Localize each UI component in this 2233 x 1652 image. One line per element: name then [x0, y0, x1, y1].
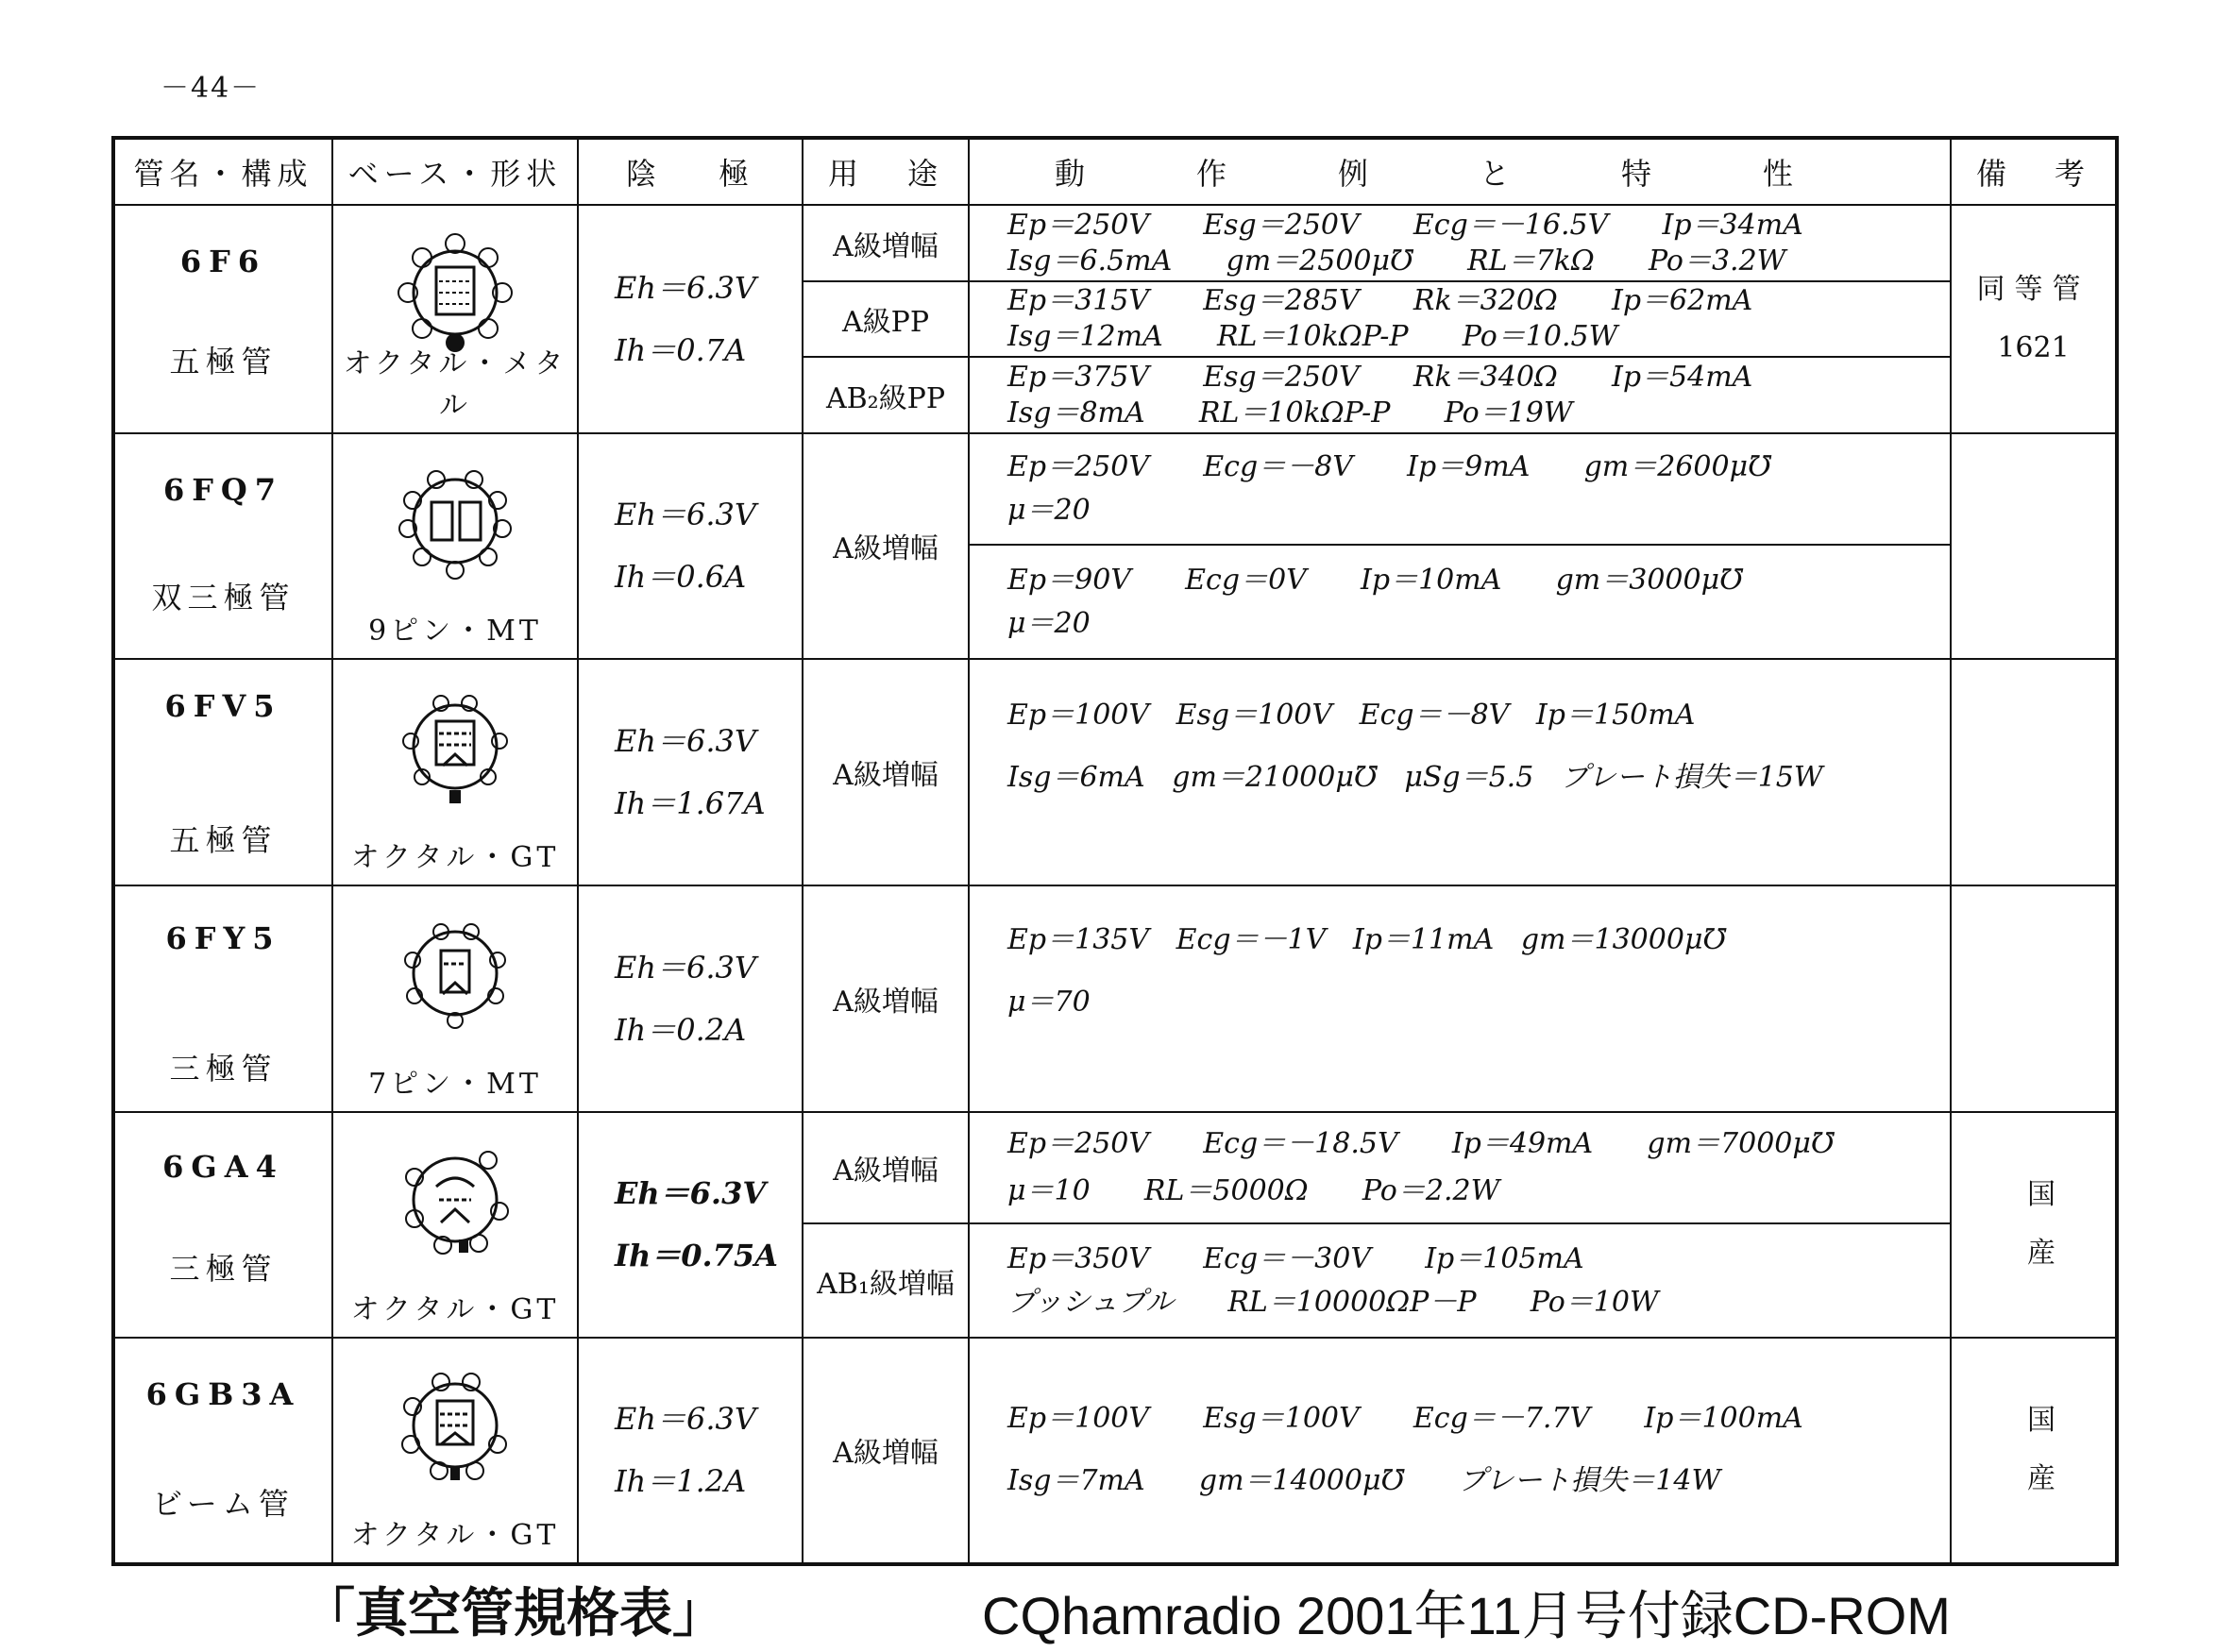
note-text: 1621 — [1997, 331, 2070, 365]
footer-source: CQhamradio 2001年11月号付録CD-ROM — [982, 1586, 1951, 1645]
heater-voltage: Eh＝6.3V — [615, 1401, 756, 1438]
base-cell — [332, 1112, 578, 1337]
base-cell — [332, 1338, 578, 1564]
performance-line: Isg＝7mA gm＝14000μ℧ プレート損失＝14W — [1007, 1464, 1721, 1498]
nine-pin-mt-pinout-diagram — [384, 453, 526, 595]
heater-current: Ih＝0.2A — [615, 1012, 747, 1049]
cathode-cell — [578, 1112, 803, 1337]
notes-cell — [1951, 885, 2117, 1112]
performance-cell — [969, 357, 1951, 433]
base-label: オクタル・GT — [350, 1519, 560, 1552]
base-cell — [332, 205, 578, 433]
performance-line: μ＝20 — [1007, 494, 1091, 528]
tube-name: 6GA4 — [162, 1149, 284, 1186]
note-text: 同等管 — [1976, 273, 2090, 307]
heater-voltage: Eh＝6.3V — [615, 270, 756, 307]
use-cell: A級増幅 — [803, 205, 969, 281]
performance-line: Isg＝8mA RL＝10kΩP-P Po＝19W — [1007, 396, 1573, 430]
performance-cell — [969, 545, 1951, 658]
table-row — [113, 1338, 2117, 1564]
performance-line: Isg＝12mA RL＝10kΩP-P Po＝10.5W — [1007, 320, 1618, 354]
performance-line: Ep＝315V Esg＝285V Rk＝320Ω Ip＝62mA — [1007, 284, 1753, 318]
tube-name: 6GB3A — [145, 1375, 301, 1412]
use-cell: A級増幅 — [803, 885, 969, 1112]
header-base: ベース・形状 — [332, 138, 578, 205]
cathode-cell — [578, 205, 803, 433]
heater-voltage: Eh＝6.3V — [615, 1175, 767, 1212]
use-cell: A級増幅 — [803, 1112, 969, 1223]
base-label: 9ピン・MT — [368, 614, 542, 648]
note-text: 国産 — [2027, 1404, 2131, 1496]
header-notes: 備 考 — [1951, 138, 2117, 205]
performance-cell — [969, 1338, 1951, 1564]
performance-cell — [969, 659, 1951, 885]
performance-cell — [969, 281, 1951, 357]
header-name: 管名・構成 — [113, 138, 332, 205]
table-row — [113, 205, 2117, 281]
tube-name-cell — [113, 659, 332, 885]
tube-kind: 三極管 — [169, 1050, 278, 1087]
footer-title: 「真空管規格表」 — [302, 1583, 725, 1644]
page-number: －44－ — [161, 72, 262, 105]
notes-cell — [1951, 1338, 2131, 1564]
use-cell: AB₂級PP — [803, 357, 969, 433]
use-cell: A級増幅 — [803, 1338, 969, 1564]
performance-line: Ep＝100V Esg＝100V Ecg＝－8V Ip＝150mA — [1007, 698, 1696, 732]
tube-name: 6F6 — [179, 244, 267, 279]
heater-current: Ih＝0.7A — [615, 332, 747, 369]
performance-line: μ＝70 — [1007, 985, 1091, 1019]
use-cell: A級増幅 — [803, 659, 969, 885]
base-cell — [332, 659, 578, 885]
header-cathode: 陰 極 — [578, 138, 803, 205]
notes-cell — [1951, 433, 2117, 658]
tube-name-cell — [113, 885, 332, 1112]
performance-line: Ep＝350V Ecg＝－30V Ip＝105mA — [1007, 1241, 1584, 1275]
base-label: 7ピン・MT — [368, 1068, 542, 1102]
table-row — [113, 1112, 2117, 1223]
cathode-cell — [578, 659, 803, 885]
performance-line: Ep＝135V Ecg＝－1V Ip＝11mA gm＝13000μ℧ — [1007, 922, 1727, 956]
table-row — [113, 433, 2117, 545]
performance-line: Ep＝100V Esg＝100V Ecg＝－7.7V Ip＝100mA — [1007, 1402, 1803, 1436]
base-cell — [332, 433, 578, 658]
octal-gt-pinout-diagram — [384, 679, 526, 820]
heater-current: Ih＝0.6A — [615, 559, 747, 596]
tube-kind: 五極管 — [169, 344, 278, 379]
performance-cell — [969, 885, 1951, 1112]
table-row — [113, 659, 2117, 885]
performance-line: Isg＝6.5mA gm＝2500μ℧ RL＝7kΩ Po＝3.2W — [1007, 244, 1786, 278]
header-row — [113, 138, 2117, 205]
performance-line: Ep＝250V Ecg＝－8V Ip＝9mA gm＝2600μ℧ — [1007, 450, 1771, 484]
note-text: 国産 — [2027, 1178, 2131, 1271]
octal-gt-pinout-diagram — [384, 1357, 526, 1499]
base-label: オクタル・GT — [350, 840, 560, 874]
base-label: オクタル・メタル — [343, 347, 567, 423]
heater-voltage: Eh＝6.3V — [615, 722, 756, 759]
use-cell: A級増幅 — [803, 433, 969, 658]
tube-name: 6FV5 — [164, 687, 282, 724]
tube-name: 6FY5 — [165, 919, 281, 956]
header-performance: 動 作 例 と 特 性 — [969, 138, 1951, 205]
performance-line: μ＝20 — [1007, 606, 1091, 640]
performance-line: Ep＝375V Esg＝250V Rk＝340Ω Ip＝54mA — [1007, 360, 1753, 394]
performance-line: Ep＝90V Ecg＝0V Ip＝10mA gm＝3000μ℧ — [1007, 563, 1743, 597]
tube-name-cell — [113, 1338, 332, 1564]
heater-current: Ih＝0.75A — [615, 1238, 779, 1274]
performance-line: プッシュプル RL＝10000ΩP－P Po＝10W — [1007, 1285, 1659, 1319]
tube-name-cell — [113, 433, 332, 658]
tube-kind: ビーム管 — [152, 1485, 295, 1522]
notes-cell — [1951, 205, 2117, 433]
performance-cell — [969, 205, 1951, 281]
use-cell: AB₁級増幅 — [803, 1223, 969, 1337]
tube-name: 6FQ7 — [162, 472, 284, 509]
tube-name-cell — [113, 1112, 332, 1337]
performance-line: Isg＝6mA gm＝21000μ℧ μSg＝5.5 プレート損失＝15W — [1007, 760, 1823, 794]
header-use: 用 途 — [803, 138, 969, 205]
heater-current: Ih＝1.67A — [615, 784, 766, 821]
performance-line: Ep＝250V Esg＝250V Ecg＝－16.5V Ip＝34mA — [1007, 208, 1803, 242]
base-cell — [332, 885, 578, 1112]
heater-current: Ih＝1.2A — [615, 1463, 747, 1500]
performance-cell — [969, 1223, 1951, 1337]
cathode-cell — [578, 433, 803, 658]
tube-kind: 三極管 — [169, 1251, 278, 1288]
table-row — [113, 885, 2117, 1112]
heater-voltage: Eh＝6.3V — [615, 497, 756, 533]
performance-line: Ep＝250V Ecg＝－18.5V Ip＝49mA gm＝7000μ℧ — [1007, 1127, 1835, 1161]
seven-pin-mt-pinout-diagram — [384, 905, 526, 1047]
use-cell: A級PP — [803, 281, 969, 357]
heater-voltage: Eh＝6.3V — [615, 950, 756, 986]
tube-spec-table — [111, 136, 2131, 1566]
performance-cell — [969, 433, 1951, 545]
notes-cell — [1951, 659, 2117, 885]
tube-kind: 双三極管 — [151, 580, 296, 616]
tube-name-cell — [113, 205, 332, 433]
octal-gt-pinout-diagram — [384, 1132, 526, 1273]
base-label: オクタル・GT — [350, 1292, 560, 1326]
notes-cell — [1951, 1112, 2131, 1337]
cathode-cell — [578, 885, 803, 1112]
performance-cell — [969, 1112, 1951, 1223]
cathode-cell — [578, 1338, 803, 1564]
tube-kind: 五極管 — [169, 821, 278, 858]
performance-line: μ＝10 RL＝5000Ω Po＝2.2W — [1007, 1174, 1500, 1208]
